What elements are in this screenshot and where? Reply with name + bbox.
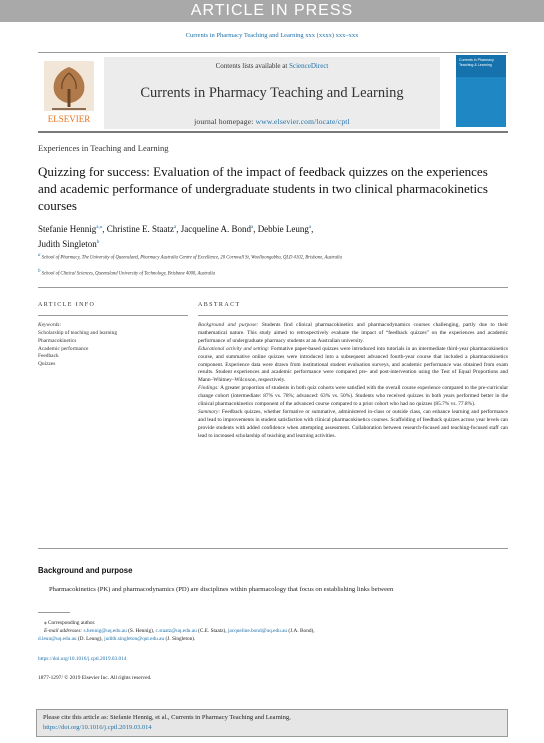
author-name[interactable]: Debbie Leung bbox=[257, 224, 309, 234]
cite-doi-link[interactable]: https://doi.org/10.1016/j.cptl.2019.03.014 bbox=[43, 724, 152, 731]
email-link[interactable]: d.leun@uq.edu.au bbox=[38, 636, 77, 643]
journal-header bbox=[38, 52, 508, 133]
section-heading: Background and purpose bbox=[38, 566, 133, 575]
footnotes bbox=[38, 619, 508, 644]
keywords-label: Keywords: bbox=[38, 322, 62, 328]
publisher-name: ELSEVIER bbox=[47, 114, 91, 124]
keyword: Pharmacokinetics bbox=[38, 337, 77, 344]
article-section-label: Experiences in Teaching and Learning bbox=[38, 143, 169, 153]
email-addresses-cont: d.leun@uq.edu.au (D. Leung), judith.singleton@qut.edu.au (J. Singleton). bbox=[38, 636, 196, 643]
body-paragraph: Pharmacokinetics (PK) and pharmacodynamics (PD) are disciplines within pharmacology that focus on establishing links between bbox=[49, 586, 394, 593]
sciencedirect-link[interactable]: ScienceDirect bbox=[289, 62, 329, 70]
abstract-heading: ABSTRACT bbox=[198, 302, 241, 308]
author-affiliation-mark[interactable]: a,⁎ bbox=[96, 225, 103, 230]
email-link[interactable]: judith.singleton@qut.edu.au bbox=[104, 636, 165, 643]
divider bbox=[198, 315, 508, 316]
email-link[interactable]: jacqueline.bond@uq.edu.au bbox=[227, 628, 288, 635]
email-link[interactable]: s.hennig@uq.edu.au bbox=[83, 628, 127, 635]
abstract-paragraph: Educational activity and setting: Formative paper-based quizzes were introduced into tutorials in an intermediate third-year pharmacokinetics course, and summative online quizzes were introduced into a subsequent advanced fourth-year course that included a pharmacokinetics component. Experience data were drawn from institutional student evaluation surveys, and academic performance was obtained from exam results. Student experiences and academic performance were compared pre- and post-intervention using the Test of Equal Proportions and Mann–Whitney–Wilcoxon, respectively. bbox=[198, 345, 508, 384]
footnote-divider bbox=[38, 612, 70, 613]
email-addresses: E-mail addresses: s.hennig@uq.edu.au (S. Hennig), c.staatz@uq.edu.au (C.E. Staatz), jacqueline.bond@uq.edu.au (J.A. Bond), bbox=[44, 628, 315, 635]
abstract-paragraph: Background and purpose: Students find clinical pharmacokinetics and pharmacodynamics courses challenging, partly due to their mathematical nature. This study aimed to retrospectively evaluate the impact of “feedback quizzes” on the experiences and academic performance of undergraduate pharmacy students at an Australian university. bbox=[198, 322, 509, 344]
journal-banner bbox=[104, 57, 440, 129]
journal-cover-image bbox=[456, 55, 506, 127]
divider bbox=[38, 315, 188, 316]
cover-title: Currents in Pharmacy Teaching & Learning bbox=[459, 58, 494, 67]
author-affiliation-mark[interactable]: a bbox=[308, 225, 312, 230]
author-list: Stefanie Hennig$^{a,⁎}$, Christine E. Staatz$^a$, Jacqueline A. Bond$^a$, Debbie Leung$^a$, Judith Singleton$^b$ bbox=[38, 224, 314, 249]
journal-citation-line: Currents in Pharmacy Teaching and Learning xxx (xxxx) xxx–xxx bbox=[185, 32, 359, 39]
affiliation-b: $^b$ School of Clinical Sciences, Queensland University of Technology, Brisbane 4000, Australia bbox=[38, 269, 215, 277]
author-affiliation-mark[interactable]: a bbox=[173, 225, 177, 230]
keyword: Quizzes bbox=[38, 361, 56, 368]
abstract-paragraph: Summary: Feedback quizzes, whether formative or summative, administered in-class or outside class, can enhance learning and performance and lead to improvements in student satisfaction with clinical pharmacokinetics courses. Scaffolding of feedback quizzes across year levels can provide students with added confidence when attempting assessment. Collaboration between research-focused and teaching-focused staff can lead to increased scholarship of teaching and learning activities. bbox=[198, 408, 508, 439]
cite-text: Please cite this article as: Stefanie Hennig, et al., Currents in Pharmacy Teaching and Learning, bbox=[43, 714, 291, 721]
cite-this-article-box bbox=[36, 709, 508, 737]
journal-title: Currents in Pharmacy Teaching and Learning bbox=[140, 85, 404, 101]
author-name[interactable]: Judith Singleton bbox=[38, 239, 97, 249]
article-info-heading: ARTICLE INFO bbox=[38, 302, 96, 308]
affiliation-a: $^a$ School of Pharmacy, The University of Queensland, Pharmacy Australia Centre of Excellence, 20 Cornwall St, Woolloongabba, QLD 4102, Brisbane, Australia bbox=[38, 253, 342, 261]
email-link[interactable]: c.staatz@uq.edu.au bbox=[155, 628, 197, 635]
article-title: Quizzing for success: Evaluation of the impact of feedback quizzes on the experiences and academic performance of undergraduate students in two clinical pharmacokinetics courses bbox=[38, 164, 488, 213]
divider bbox=[38, 287, 508, 288]
author-affiliation-mark[interactable]: a bbox=[250, 225, 254, 230]
abstract-paragraph: Findings: A greater proportion of students in both quiz cohorts were satisfied with the overall course experience compared to the pre-curricular change cohort (intermediate: 87% vs. 78%; advanced: 63% vs. 50%). Students who received quizzes in both years performed better in the clinical pharmacokinetics component of the advanced course compared to a prior cohort who had no quizzes (85.7% vs. 77.8%). bbox=[198, 385, 508, 408]
author-name[interactable]: Christine E. Staatz bbox=[106, 224, 174, 234]
corresponding-author-note: ⁎ Corresponding author. bbox=[44, 620, 96, 626]
divider bbox=[38, 548, 508, 549]
contents-available-line: Contents lists available at ScienceDirect bbox=[215, 62, 329, 70]
author-affiliation-mark[interactable]: b bbox=[96, 240, 100, 245]
elsevier-logo bbox=[40, 59, 98, 127]
keyword: Scholarship of teaching and learning bbox=[38, 330, 118, 336]
copyright-notice: 1877-1297/ © 2019 Elsevier Inc. All rights reserved. bbox=[38, 675, 152, 681]
doi-link[interactable]: https://doi.org/10.1016/j.cptl.2019.03.014 bbox=[38, 656, 127, 662]
keyword: Academic performance bbox=[38, 345, 89, 352]
keyword-list bbox=[38, 330, 178, 369]
abstract-body bbox=[198, 322, 508, 441]
author-name[interactable]: Jacqueline A. Bond bbox=[180, 224, 251, 234]
journal-homepage: journal homepage: www.elsevier.com/locate/cptl bbox=[194, 117, 350, 126]
keyword: Feedback bbox=[38, 353, 59, 360]
journal-homepage-link[interactable]: www.elsevier.com/locate/cptl bbox=[255, 117, 350, 126]
author-name[interactable]: Stefanie Hennig bbox=[38, 224, 97, 234]
article-in-press-banner: ARTICLE IN PRESS bbox=[0, 0, 544, 22]
